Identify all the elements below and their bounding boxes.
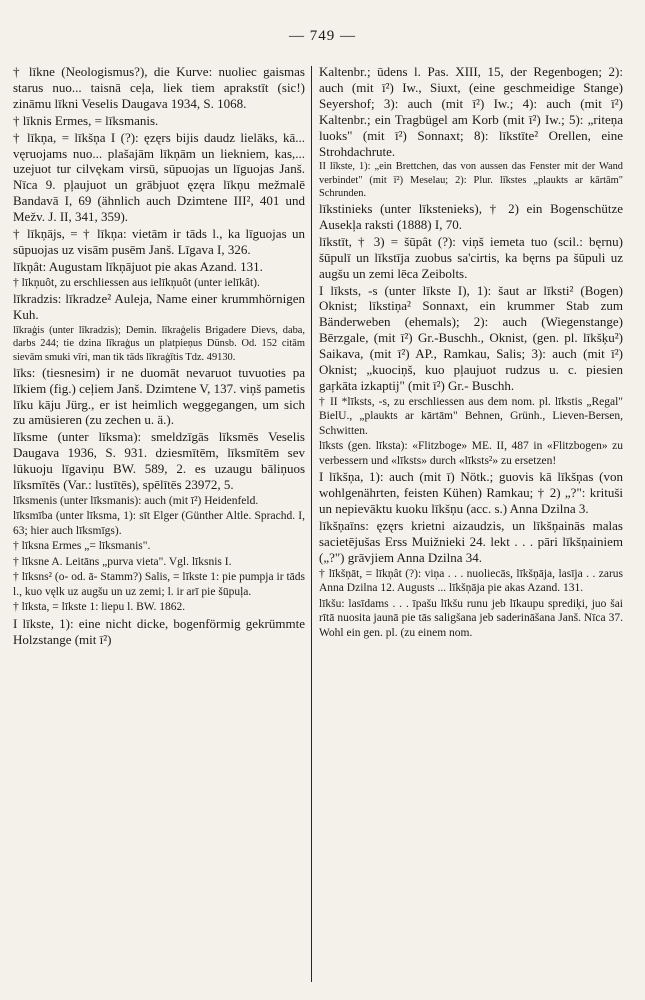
entry: līkraģis (unter līkradzis); Demin. līkraģelis Brigadere Dievs, daba, darbs 244; tie dzina līkraģus un platpieņus Dünsb. Od. 152 citām sievām smuki vīri, man tik tāds līkraģītis Tdz. 49130. [13, 325, 305, 363]
entry: līksme (unter līksma): smeldzīgās līksmēs Veselis Daugava 1936, S. 931. dziesmītēm, līksmītēm sev lūkuoju līgaviņu BW. 589, 2. es uzaugu bāliņuos līksmītēs (Var.: lustītēs), spēlītēs 23972, 5. [13, 429, 305, 493]
entry: II līkste, 1): „ein Brettchen, das von aussen das Fenster mit der Wand verbindet" (mit ī²) Meselau; 2): Plur. līkstes „plaukts ar kārtām" Schrunden. [319, 161, 623, 199]
entry: līks: (tiesnesim) ir ne duomāt nevaruot tuvuoties pa līkiem (fig.) ceļiem Janš. Dzimtene V, 137. viņš pametis līku kāju Jürg., er ist heimlich weggegangen, um sich zu amüsieren (zu zechen u. ä.). [13, 364, 305, 428]
entry: Kaltenbr.; ūdens l. Pas. XIII, 15, der Regenbogen; 2): auch (mit ī²) Iw., Siuxt, (eine geschmeidige Stange) Seyershof; 3): auch (mit ī²) Iw.; 4): auch (mit ī²) Kaltenbr.; ein Tragbügel am Korb (mit ī²) Iw.; 5): „riteņa luoks" (mit ī²) Sonnaxt; 8): līkstīte² Orellen, eine Strohdachrute. [319, 64, 623, 159]
entry: † līksna Ermes „= līksmanis". [13, 540, 151, 553]
entry: † līkņājs, = † līkņa: vietām ir tāds l., ka līguojas un sūpuojas uz visām pusēm Janš. Līgava I, 326. [13, 226, 305, 257]
entry: līkšņaīns: ęzęrs krietni aizaudzis, un līkšņainās malas sacietējušas Erss Muižnieki 24. lekt . . . pāri līkšņainiem („?") grāvjiem Anna Dzilna 34. [319, 518, 623, 565]
entry: † līkņa, = līkšņa I (?): ęzęrs bijis daudz lielāks, kā... vęruojams nuo... plašajām līkņām un liekniem, kas,... uzejuot tur cilvękam virsū, sūpuojas un līguojas Janš. Nīca 9. pļaujuot un grābjuot ęzęra līkņu mežmalē Bandavā I, 69 (ähnlich auch Dzimtene III², 401 und Mežv. J. II, 341, 359). [13, 129, 305, 225]
entry: līksmība (unter līksma, 1): sīt Elger (Günther Altle. Sprachd. I, 63; hier auch līksmīgs). [13, 510, 305, 537]
entry: † līksns² (o- od. ā- Stamm?) Salis, = līkste 1: pie pumpja ir tāds l., kuo vęlk uz augšu un uz zemi; l. ir arī pie šūpuļa. [13, 571, 305, 598]
entry: † līksne A. Leitāns „purva vieta". Vgl. līksnis I. [13, 555, 232, 568]
right-column [319, 64, 623, 641]
entry: † līkne (Neologismus?), die Kurve: nuoliec gaismas starus nuo... taisnā ceļa, liek tiem aprakstīt (sic!) zināmu līkni Veselis Daugava 1934, S. 1068. [13, 64, 305, 111]
entry: līksmenis (unter līksmanis): auch (mit ī²) Heidenfeld. [13, 494, 259, 507]
page-number: — 749 — [289, 28, 356, 44]
entry: līkņât: Augustam līkņājuot pie akas Azand. 131. [13, 258, 263, 274]
entry: līkstīt, † 3) = šūpât (?): viņš iemeta tuo (scil.: bęrnu) šūpulī un līkstīja zuobus sa'cirtis, ka bęrns pa šūpuli uz augšu un zemi lēca Zeibolts. [319, 233, 623, 281]
entry: līkstinieks (unter līkstenieks), † 2) ein Bogenschütze Ausekļa raksti (1888) I, 70. [319, 201, 623, 232]
entry: līkšu: lasīdams . . . īpašu līkšu runu jeb līkaupu sprediķi, juo šai rītā nuosita jaunā pie tās saligšana jeb saderināšana Janš. Nīca 37. Wohl ein gen. pl. (zu einem nom. [319, 597, 623, 639]
entry: † līkšņāt, = līkņât (?): viņa . . . nuoliecās, līkšņāja, lasīja . . zarus Anna Dzilna 12. Augusts ... līkšņāja pie akas Azand. 131. [319, 567, 623, 595]
entry: līksts (gen. līksta): «Flitzboge» ME. II, 487 in «Flitzbogen» zu verbessern und «līksts» durch «līksts²» zu ersetzen! [319, 440, 623, 467]
entry: I līksts, -s (unter līkste I), 1): šaut ar līksti² (Bogen) Oknist; līkstiņa² Sonnaxt, ein krummer Stab zum Bänderweben (ehemals); 2): auch (Wiegenstange) Bērzgale, (mit ī²) Gr.-Buschh., Oknist, (gen. pl. līkšķu²) Saikava, (mit ī²) AP., Ramkau, Salis; 3): auch (mit ī²) Oknist; „kuociņš, kuo pļaujuot rudzus u. c. piesien gaŗkāta izkaptij" (mit ī²) Gr.- Buschh. [319, 282, 623, 394]
entry: † līkņuôt, zu erschliessen aus ielīkņuôt (unter ielīkât). [13, 276, 260, 289]
left-column [13, 64, 305, 649]
entry: līkradzis: līkradze² Auleja, Name einer krummhörnigen Kuh. [13, 291, 305, 323]
entry: † līknis Ermes, = līksmanis. [13, 112, 159, 128]
entry: I līkšņa, 1): auch (mit ī) Nötk.; guovis kā līkšņas (von wohlgenährten, feisten Kühen) Ramkau; † 2) „?": krituši un nepievāktu kuoku līkšņu (acc. s.) Anna Dzilna 3. [319, 469, 623, 517]
entry: I līkste, 1): eine nicht dicke, bogenförmig gekrümmte Holzstange (mit ī²) [13, 615, 305, 647]
column-divider [311, 66, 312, 982]
entry: † II *līksts, -s, zu erschliessen aus dem nom. pl. līkstis „Regal" BielU., „plaukts ar kārtām" Behnen, Grünh., Lieven-Bersen, Schwitten. [319, 395, 623, 437]
entry: † līksta, = līkste 1: liepu l. BW. 1862. [13, 601, 186, 614]
